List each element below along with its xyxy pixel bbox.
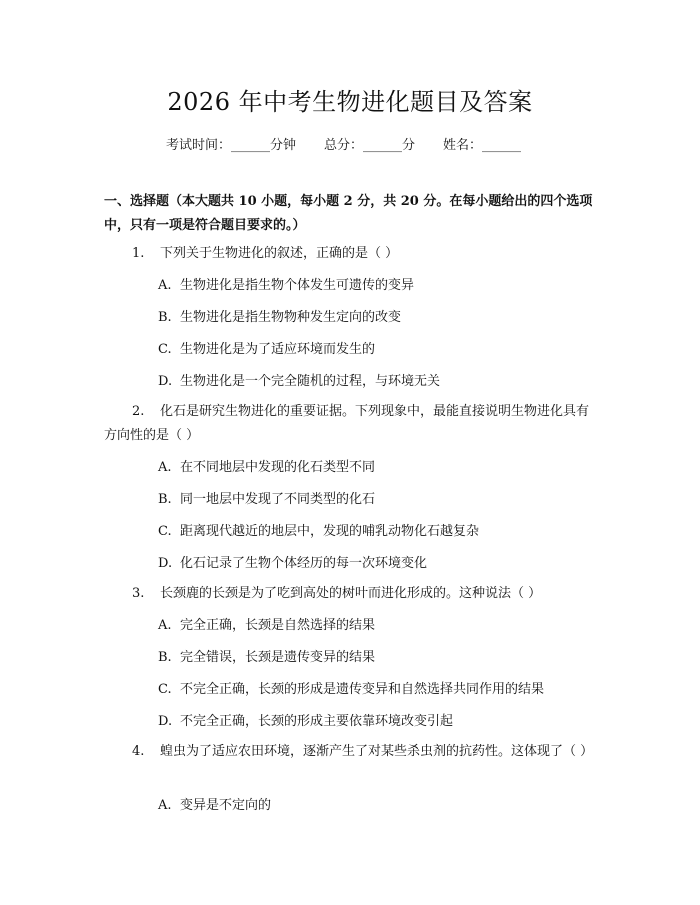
question-text: 蝗虫为了适应农田环境，逐渐产生了对某些杀虫剂的抗药性。这体现了（ ）	[160, 744, 594, 759]
question-text: 长颈鹿的长颈是为了吃到高处的树叶而进化形成的。这种说法（ ）	[160, 586, 542, 601]
option-letter: B.	[158, 310, 172, 325]
question-number: 4.	[132, 744, 145, 759]
question-2-option-b	[158, 490, 375, 510]
question-2-option-d	[158, 554, 427, 574]
section-heading: 一、选择题（本大题共 10 小题，每小题 2 分，共 20 分。在每小题给出的四个选项中，只有一项是符合题目要求的。）	[104, 194, 593, 233]
option-letter: D.	[158, 556, 173, 571]
option-text: 化石记录了生物个体经历的每一次环境变化	[180, 556, 428, 571]
option-letter: A.	[158, 618, 172, 633]
option-text: 生物进化是为了适应环境而发生的	[180, 342, 376, 357]
question-text: 下列关于生物进化的叙述，正确的是（ ）	[160, 246, 399, 261]
option-letter: A.	[158, 460, 172, 475]
option-letter: C.	[158, 682, 172, 697]
option-letter: B.	[158, 650, 172, 665]
question-number: 3.	[132, 586, 145, 601]
option-letter: C.	[158, 524, 172, 539]
question-1-option-d	[158, 372, 440, 392]
option-letter: A.	[158, 798, 172, 813]
question-3-option-a	[158, 616, 375, 636]
question-2-option-a	[158, 458, 375, 478]
question-3-option-b	[158, 648, 375, 668]
option-letter: A.	[158, 278, 172, 293]
exam-info	[166, 134, 521, 153]
option-text: 不完全正确，长颈的形成主要依靠环境改变引起	[180, 714, 454, 729]
option-text: 生物进化是指生物物种发生定向的改变	[180, 310, 402, 325]
question-3-option-c	[158, 680, 544, 700]
question-4-option-a	[158, 796, 271, 816]
question-number: 2.	[132, 404, 145, 419]
option-text: 生物进化是一个完全随机的过程，与环境无关	[180, 374, 441, 389]
question-1-option-c	[158, 340, 375, 360]
question-text: 化石是研究生物进化的重要证据。下列现象中，最能直接说明生物进化具有方向性的是（ ）	[104, 404, 590, 443]
exam-time-field: 考试时间：______分钟	[166, 138, 297, 153]
option-letter: B.	[158, 492, 172, 507]
option-text: 变异是不定向的	[180, 798, 272, 813]
question-3-option-d	[158, 712, 453, 732]
page-title: 2026 年中考生物进化题目及答案	[167, 88, 533, 116]
option-text: 不完全正确，长颈的形成是遗传变异和自然选择共同作用的结果	[180, 682, 545, 697]
question-4	[104, 740, 596, 764]
question-number: 1.	[132, 246, 145, 261]
student-name-field: 姓名：______	[443, 138, 522, 153]
option-text: 在不同地层中发现的化石类型不同	[180, 460, 376, 475]
option-text: 完全错误，长颈是遗传变异的结果	[180, 650, 376, 665]
option-text: 同一地层中发现了不同类型的化石	[180, 492, 376, 507]
question-3	[104, 582, 596, 606]
option-letter: D.	[158, 714, 173, 729]
option-letter: C.	[158, 342, 172, 357]
question-2	[104, 400, 596, 448]
total-score-field: 总分：______分	[324, 138, 416, 153]
option-text: 生物进化是指生物个体发生可遗传的变异	[180, 278, 415, 293]
option-text: 完全正确，长颈是自然选择的结果	[180, 618, 376, 633]
question-1-option-a	[158, 276, 414, 296]
question-1	[104, 242, 596, 266]
question-2-option-c	[158, 522, 479, 542]
question-1-option-b	[158, 308, 401, 328]
option-letter: D.	[158, 374, 173, 389]
option-text: 距离现代越近的地层中，发现的哺乳动物化石越复杂	[180, 524, 480, 539]
